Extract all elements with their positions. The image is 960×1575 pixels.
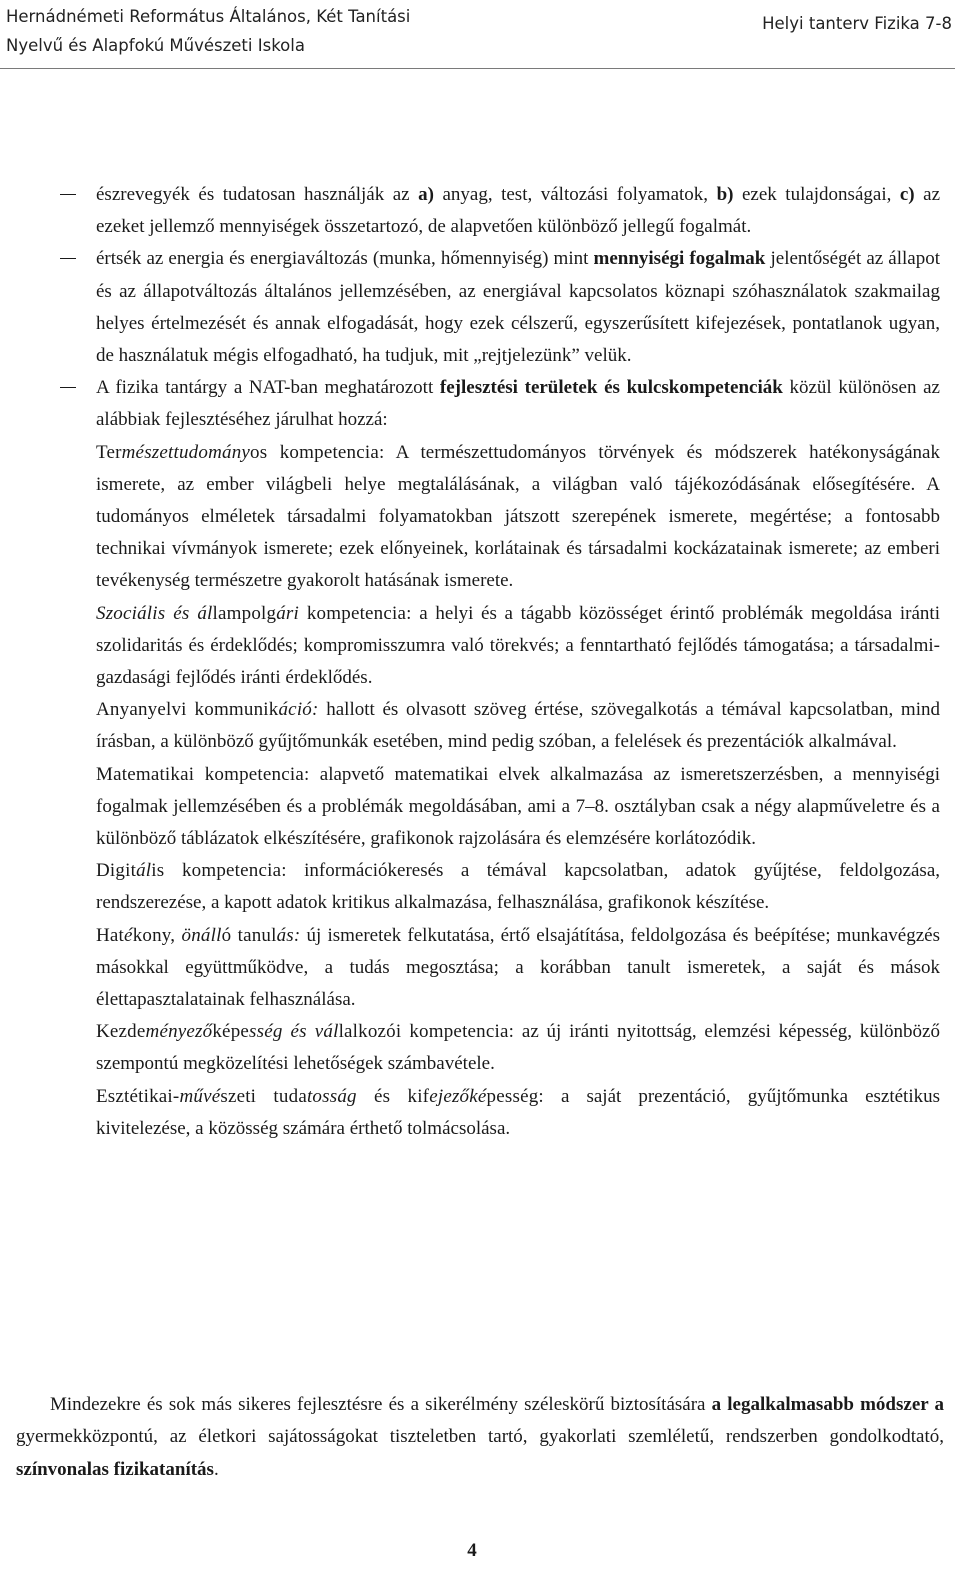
closing-paragraph: Mindezekre és sok más sikeres fejlesztésre és a sikerélmény széleskörű biztosítására a legalkalmasabb módszer a gyermekközpontú, az életkori sajátosságokat tiszteletben tartó, gyakorlati szemléletű, rendszerben gondolkodtató, színvonalas fizikatanítás.	[16, 1394, 944, 1480]
school-name	[6, 2, 410, 60]
document-title: Helyi tanterv Fizika 7-8	[762, 14, 952, 33]
page-header	[0, 0, 960, 70]
competency-social-civic: Szociális és állampolgári kompetencia: a helyi és a tágabb közösséget érintő problémák megoldása iránti szolidaritás és érdeklődés; kompromisszumra való törekvés; a fenntartható fejlődés támogatása; a társadalmi-gazdasági fejlődés iránti érdeklődés.	[96, 602, 940, 689]
competency-digital: Digitális kompetencia: információkeresés a témával kapcsolatban, adatok gyűjtése, feldolgozása, rendszerezése, a kapott adatok kritikus alkalmazása, felhasználása, grafikonok készítése.	[96, 860, 941, 914]
school-name-line1: Hernádnémeti Református Általános, Két Tanítási	[6, 7, 411, 26]
bullet-item-2: értsék az energia és energiaváltozás (munka, hőmennyiség) mint mennyiségi fogalmak jelentőségét az állapot és az állapotváltozás általános jellemzésében, az energiával kapcsolatos köznapi szóhasználatok szakmailag helyes értelmezését és annak elfogadását, hogy ezek célszerű, egyszerűsített kifejezések, pontatlanok ugyan, de használatuk mégis elfogadható, ha tudjuk, mit „rejtjelezünk” velük.	[0, 243, 940, 372]
bullet-item-1: észrevegyék és tudatosan használják az a) anyag, test, változási folyamatok, b) ezek tulajdonságai, c) az ezeket jellemző mennyiségek összetartozó, de alapvetően különböző jellegű fogalmát.	[0, 179, 940, 243]
competency-aesthetic: Esztétikai-művészeti tudatosság és kifejezőképesség: a saját prezentáció, gyűjtőmunka esztétikus kivitelezése, a közösség számára érthető tolmácsolása.	[96, 1085, 940, 1139]
dash-marker	[60, 387, 76, 388]
dash-marker	[60, 258, 76, 259]
competency-native-language: Anyanyelvi kommunikáció: hallott és olvasott szöveg értése, szövegalkotás a témával kapcsolatban, mind írásban, a különböző gyűjtőmunkák esetében, mind pedig szóban, a felelések és prezentációk alkalmával.	[96, 699, 940, 753]
header-divider	[0, 68, 955, 69]
school-name-line2: Nyelvű és Alapfokú Művészeti Iskola	[6, 36, 305, 55]
competency-entrepreneurship: Kezdeményezőképesség és vállalkozói kompetencia: az új iránti nyitottság, elemzési képesség, különböző szempontú megközelítési lehetőségek számbavétele.	[96, 1021, 940, 1075]
competency-mathematical: Matematikai kompetencia: alapvető matematikai elvek alkalmazása az ismeretszerzésben, a mennyiségi fogalmak jellemzésében és a problémák megoldásában, ami a 7–8. osztályban csak a négy alapműveletre és a különböző táblázatok elkészítésére, grafikonok rajzolására és elemzésére korlátozódik.	[96, 763, 941, 850]
dash-marker	[60, 194, 76, 195]
competency-natural-science: Természettudományos kompetencia: A természettudományos törvények és módszerek hatékonyságának ismerete, az ember világbeli helye megtalálásának, a világban való tájékozódásának elősegítésére. A tudományos elméletek társadalmi folyamatokban játszott szerepének ismerete, megértése; a fontosabb technikai vívmányok ismerete; ezek előnyeinek, korlátainak és társadalmi kockázatainak ismerete; az emberi tevékenység természetre gyakorolt hatásának ismerete.	[96, 441, 940, 592]
competency-learning: Hatékony, önálló tanulás: új ismeretek felkutatása, értő elsajátítása, feldolgozása és beépítése; munkavégzés másokkal együttműködve, a tudás megosztása; a korábban tanult ismeretek, a saját és mások élettapasztalatainak felhasználása.	[96, 924, 940, 1011]
page-number: 4	[467, 1540, 477, 1561]
bullet-item-3: A fizika tantárgy a NAT-ban meghatározott fejlesztési területek és kulcskompetenciák közül különösen az alábbiak fejlesztéséhez járulhat hozzá: Természettudományos kompetencia: A természettudományos törvények és módszerek hatékonyságának ismerete, az ember világbeli helye megtalálásának, a világban való tájékozódásának elősegítésére. A tudományos elméletek társadalmi folyamatokban játszott szerepének ismerete, megértése; a fontosabb technikai vívmányok ismerete; ezek előnyeinek, korlátainak és társadalmi kockázatainak ismerete; az emberi tevékenység természetre gyakorolt hatásának ismerete. Szociális és állampolgári kompetencia: a helyi és a tágabb közösséget érintő problémák megoldása iránti szolidaritás és érdeklődés; kompromisszumra való törekvés; a fenntartható fejlődés támogatása; a társadalmi-gazdasági fejlődés iránti érdeklődés. Anyanyelvi kommunikáció: hallott és olvasott szöveg értése, szövegalkotás a témával kapcsolatban, mind írásban, a különböző gyűjtőmunkák esetében, mind pedig szóban, a felelések és prezentációk alkalmával. Matematikai kompetencia: alapvető matematikai elvek alkalmazása az ismeretszerzésben, a mennyiségi fogalmak jellemzésében és a problémák megoldásában, ami a 7–8. osztályban csak a négy alapműveletre és a különböző táblázatok elkészítésére, grafikonok rajzolására és elemzésére korlátozódik. Digitális kompetencia: információkeresés a témával kapcsolatban, adatok gyűjtése, feldolgozása, rendszerezése, a kapott adatok kritikus alkalmazása, felhasználása, grafikonok készítése. Hatékony, önálló tanulás: új ismeretek felkutatása, értő elsajátítása, feldolgozása és beépítése; munkavégzés másokkal együttműködve, a tudás megosztása; a korábban tanult ismeretek, a saját és mások élettapasztalatainak felhasználása. Kezdeményezőképesség és vállalkozói kompetencia: az új iránti nyitottság, elemzési képesség, különböző szempontú megközelítési lehetőségek számbavétele. Esztétikai-művészeti tudatosság és kifejezőképesség: a saját prezentáció, gyűjtőmunka esztétikus kivitelezése, a közösség számára érthető tolmácsolása.	[0, 372, 940, 1145]
bullet-list	[0, 179, 960, 1145]
